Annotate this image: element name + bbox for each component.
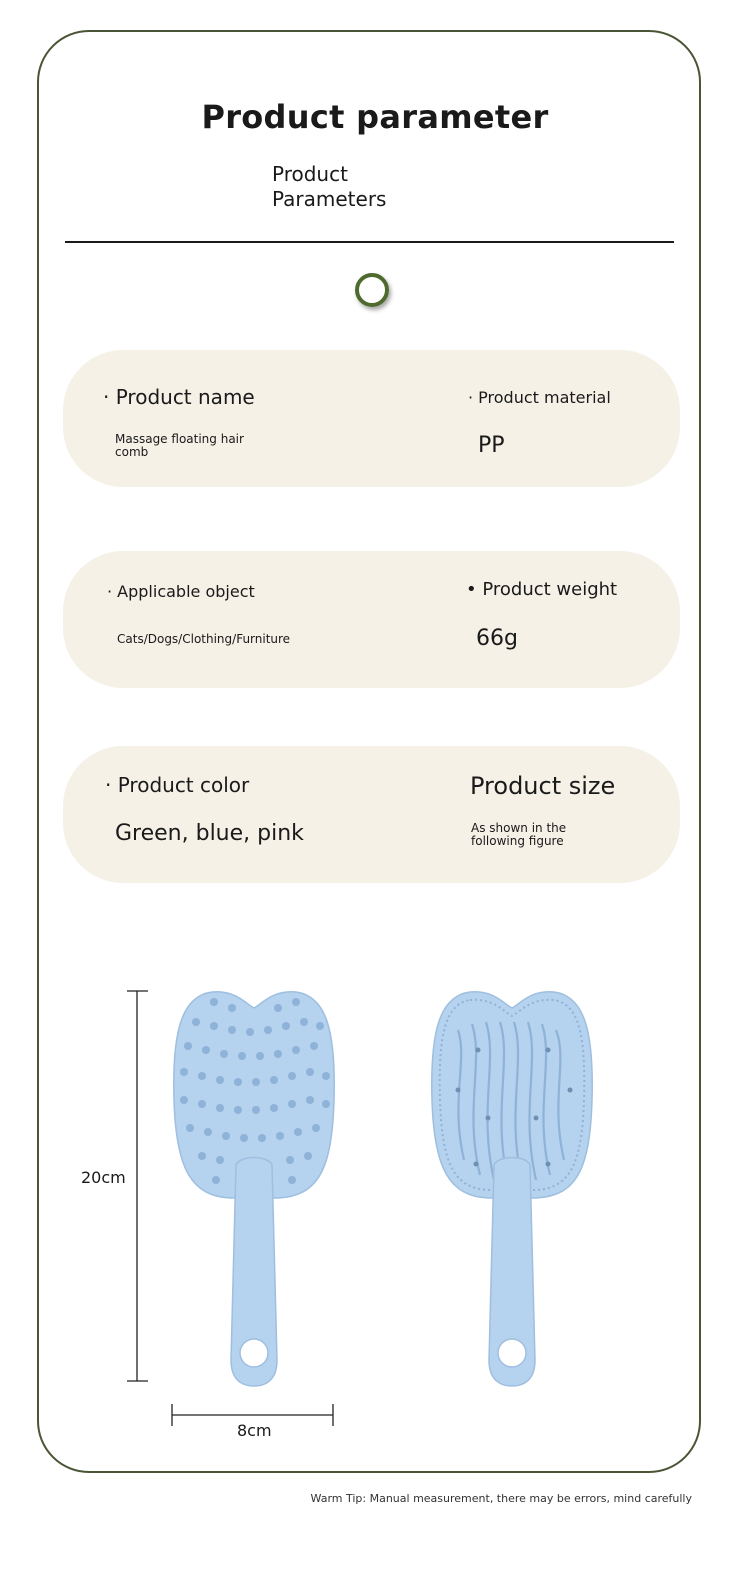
divider [65, 241, 674, 243]
comb-front-illustration [174, 992, 334, 1386]
applicable-object-label: · Applicable object [107, 582, 255, 601]
product-dimension-figure [0, 960, 750, 1450]
height-dimension-line [127, 991, 148, 1381]
product-color-label: · Product color [105, 773, 250, 797]
param-card-color-size [63, 746, 680, 883]
warm-tip-note: Warm Tip: Manual measurement, there may be errors, mind carefully [310, 1492, 692, 1505]
product-size-value: As shown in the following figure [471, 821, 567, 848]
height-dimension-label: 20cm [81, 1168, 126, 1187]
product-color-value: Green, blue, pink [115, 821, 304, 846]
page-subtitle: Product Parameters [272, 162, 387, 211]
product-name-value: Massage floating hair comb [115, 432, 244, 459]
product-weight-value: 66g [476, 626, 518, 651]
product-name-label: · Product name [103, 385, 255, 409]
product-material-value: PP [478, 433, 505, 458]
ring-icon [355, 273, 389, 307]
param-card-name-material [63, 350, 680, 487]
applicable-object-value: Cats/Dogs/Clothing/Furniture [117, 632, 291, 646]
param-card-object-weight [63, 551, 680, 688]
width-dimension-label: 8cm [237, 1421, 272, 1440]
product-size-label: Product size [470, 772, 616, 800]
product-weight-label: • Product weight [466, 579, 618, 600]
comb-back-illustration [432, 992, 592, 1386]
page-title: Product parameter [201, 98, 549, 136]
product-material-label: · Product material [468, 388, 611, 407]
